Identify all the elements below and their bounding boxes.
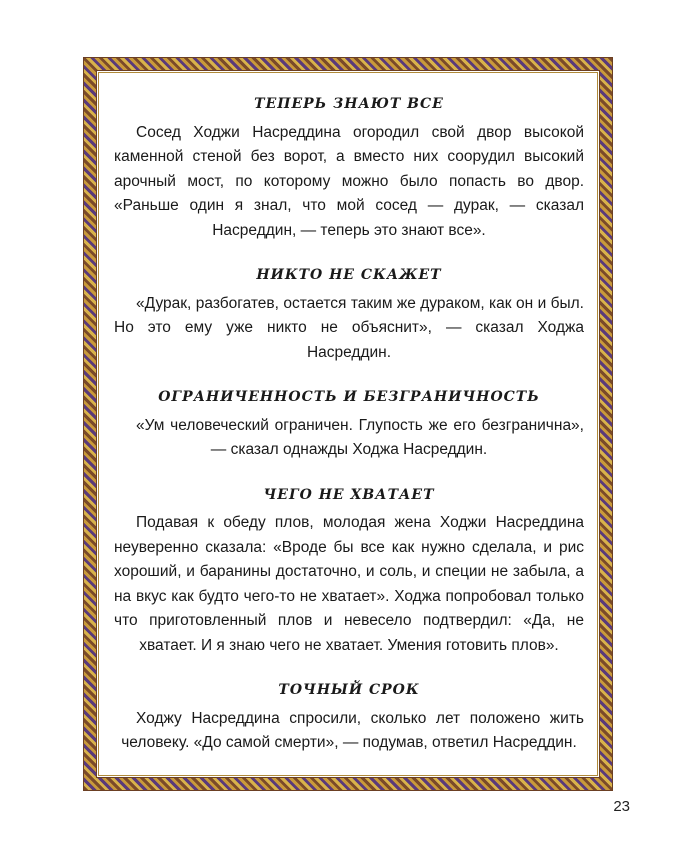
story-section	[114, 92, 584, 243]
story-text: «Дурак, разбогатев, остается таким же дураком, как он и был. Но это ему уже никто не объяснит», — сказал Ходжа Насреддин.	[114, 294, 584, 361]
story-title: ТОЧНЫЙ СРОК	[278, 682, 420, 698]
page-number: 23	[613, 798, 630, 815]
story-section	[114, 385, 584, 463]
story-title: ЧЕГО НЕ ХВАТАЕТ	[263, 486, 435, 503]
story-text: Сосед Ходжи Насреддина огородил свой двор высокой каменной стеной без ворот, а вместо них соорудил высокий арочный мост, по которому можно было попасть во двор. «Раньше один я знал, что мой сосед — дурак, — сказал Насреддин, — теперь это знают все».	[114, 123, 584, 239]
story-section	[114, 678, 584, 756]
story-section	[114, 483, 584, 659]
story-text: Подавая к обеду плов, молодая жена Ходжи Насреддина неуверенно сказала: «Вроде бы все как нужно сделала, и рис хороший, и баранины достаточно, и соль, и специи не забыла, а на вкус как будто чего-то не хватает». Ходжа попробовал только что приготовленный плов и невесело подтвердил: «Да, не хватает. И я знаю чего не хватает. Умения готовить плов».	[114, 514, 584, 654]
story-section	[114, 263, 584, 365]
story-title: ОГРАНИЧЕННОСТЬ И БЕЗГРАНИЧНОСТЬ	[158, 389, 540, 405]
story-title: НИКТО НЕ СКАЖЕТ	[256, 267, 442, 283]
page-content	[114, 92, 584, 776]
story-text: «Ум человеческий ограничен. Глупость же его безгранична», — сказал однажды Ходжа Насреддин.	[136, 416, 584, 458]
story-text: Ходжу Насреддина спросили, сколько лет положено жить человеку. «До самой смерти», — подумав, ответил Насреддин.	[121, 709, 584, 751]
story-title: ТЕПЕРЬ ЗНАЮТ ВСЕ	[254, 96, 444, 112]
